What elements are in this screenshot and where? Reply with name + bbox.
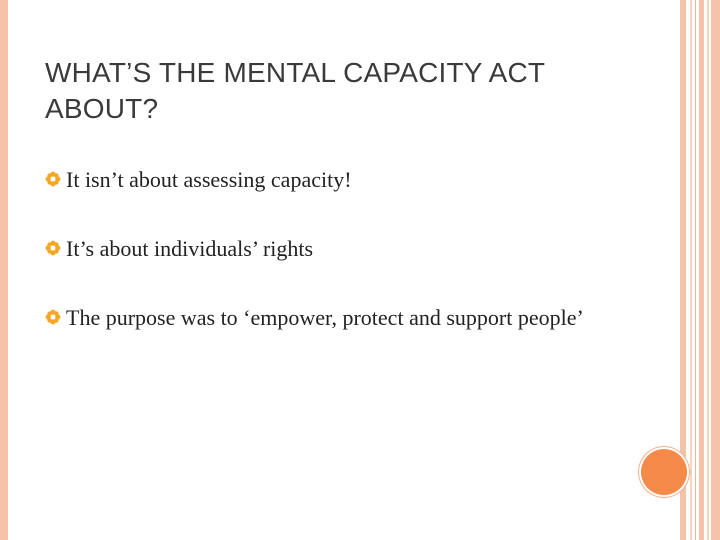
page-title: WHAT’S THE MENTAL CAPACITY ACT ABOUT? [45,56,545,124]
bullet-text: It’s about individuals’ rights [66,236,314,261]
orange-circle-decoration [641,449,687,495]
flower-bullet-icon [45,309,61,325]
flower-bullet-icon [45,171,61,187]
list-item [45,166,645,193]
bullet-text: It isn’t about assessing capacity! [66,167,352,192]
bullet-list [45,166,645,331]
list-item [45,235,645,262]
flower-bullet-icon [45,240,61,256]
right-stripes-decoration [680,0,720,540]
bullet-text: The purpose was to ‘empower, protect and support people’ [66,305,584,330]
left-border-decoration [0,0,8,540]
list-item [45,304,645,331]
